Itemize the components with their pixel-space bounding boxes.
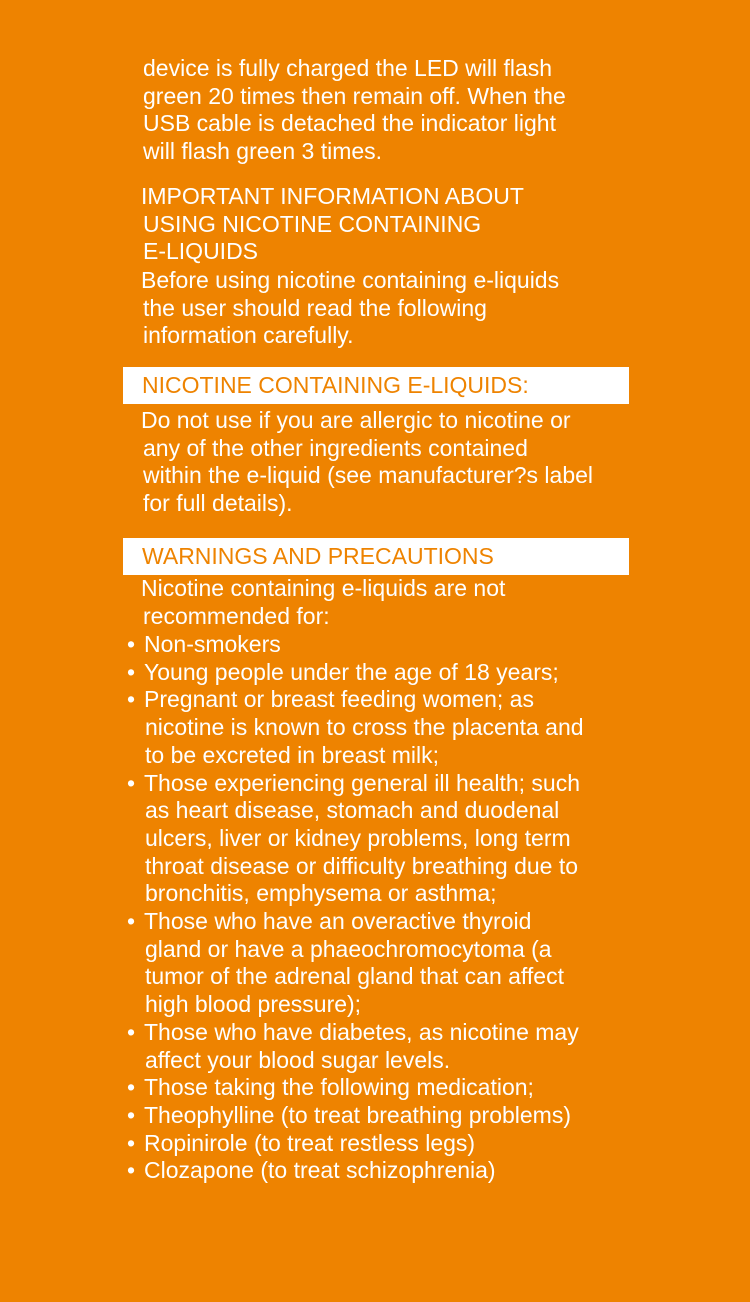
text-line: within the e-liquid (see manufacturer?s label bbox=[143, 462, 594, 489]
warnings-bullet-list bbox=[127, 631, 584, 1185]
list-item bbox=[127, 908, 584, 1019]
important-info-body bbox=[143, 267, 643, 350]
bullet-icon: • bbox=[127, 1157, 136, 1184]
allergy-warning-paragraph bbox=[143, 407, 643, 518]
text-line: Ropinirole (to treat restless legs) bbox=[144, 1129, 476, 1156]
important-info-heading bbox=[143, 183, 643, 266]
text-line: the user should read the following bbox=[143, 294, 487, 321]
list-item bbox=[127, 1130, 584, 1158]
text-line: recommended for: bbox=[143, 602, 330, 629]
text-line: green 20 times then remain off. When the bbox=[143, 82, 566, 109]
bullet-icon: • bbox=[127, 1074, 136, 1101]
list-item bbox=[127, 631, 584, 659]
text-line: throat disease or difficulty breathing due to bbox=[145, 852, 579, 879]
heading-line: IMPORTANT INFORMATION ABOUT bbox=[141, 183, 524, 209]
text-line: USB cable is detached the indicator light bbox=[143, 110, 556, 137]
text-line: device is fully charged the LED will flash bbox=[143, 55, 553, 81]
text-line: information carefully. bbox=[143, 322, 354, 349]
text-line: Clozapone (to treat schizophrenia) bbox=[144, 1157, 496, 1184]
bullet-icon: • bbox=[127, 1129, 136, 1156]
text-line: nicotine is known to cross the placenta and bbox=[145, 714, 584, 741]
text-line: Do not use if you are allergic to nicotine or bbox=[141, 407, 571, 433]
charging-indicator-paragraph bbox=[143, 55, 643, 166]
list-item bbox=[127, 1019, 584, 1074]
list-item bbox=[127, 770, 584, 909]
text-line: as heart disease, stomach and duodenal bbox=[145, 797, 560, 824]
list-item bbox=[127, 1102, 584, 1130]
list-item bbox=[127, 686, 584, 769]
bullet-icon: • bbox=[127, 769, 136, 796]
text-line: Before using nicotine containing e-liquids bbox=[141, 267, 560, 293]
warnings-intro-paragraph bbox=[143, 575, 643, 630]
heading-line: E-LIQUIDS bbox=[143, 238, 259, 265]
text-line: high blood pressure); bbox=[145, 991, 362, 1018]
bullet-icon: • bbox=[127, 908, 136, 935]
heading-line: USING NICOTINE CONTAINING bbox=[143, 210, 482, 237]
text-line: any of the other ingredients contained bbox=[143, 434, 528, 461]
text-line: Those experiencing general ill health; such bbox=[144, 769, 580, 796]
text-line: affect your blood sugar levels. bbox=[145, 1046, 451, 1073]
text-line: bronchitis, emphysema or asthma; bbox=[145, 880, 497, 907]
text-line: to be excreted in breast milk; bbox=[145, 741, 440, 768]
text-line: Those who have diabetes, as nicotine may bbox=[144, 1018, 579, 1045]
text-line: Nicotine containing e-liquids are not bbox=[141, 575, 506, 601]
text-line: Non-smokers bbox=[144, 631, 281, 657]
text-line: tumor of the adrenal gland that can affect bbox=[145, 963, 564, 990]
bullet-icon: • bbox=[127, 1018, 136, 1045]
bullet-icon: • bbox=[127, 631, 136, 657]
text-line: Those who have an overactive thyroid bbox=[144, 908, 532, 935]
text-line: gland or have a phaeochromocytoma (a bbox=[145, 935, 552, 962]
text-line: Those taking the following medication; bbox=[144, 1074, 534, 1101]
bullet-icon: • bbox=[127, 1101, 136, 1128]
text-line: Pregnant or breast feeding women; as bbox=[144, 686, 534, 713]
text-line: ulcers, liver or kidney problems, long term bbox=[145, 824, 571, 851]
list-item bbox=[127, 1157, 584, 1185]
text-line: Theophylline (to treat breathing problems) bbox=[144, 1101, 572, 1128]
bullet-icon: • bbox=[127, 658, 136, 685]
section-title: WARNINGS AND PRECAUTIONS bbox=[142, 543, 494, 569]
nicotine-section-banner bbox=[123, 367, 629, 404]
text-line: will flash green 3 times. bbox=[143, 138, 383, 165]
warnings-section-banner bbox=[123, 538, 629, 575]
text-line: Young people under the age of 18 years; bbox=[144, 658, 559, 685]
list-item bbox=[127, 659, 584, 687]
section-title: NICOTINE CONTAINING E-LIQUIDS: bbox=[142, 372, 529, 398]
list-item bbox=[127, 1074, 584, 1102]
bullet-icon: • bbox=[127, 686, 136, 713]
text-line: for full details). bbox=[143, 490, 293, 517]
